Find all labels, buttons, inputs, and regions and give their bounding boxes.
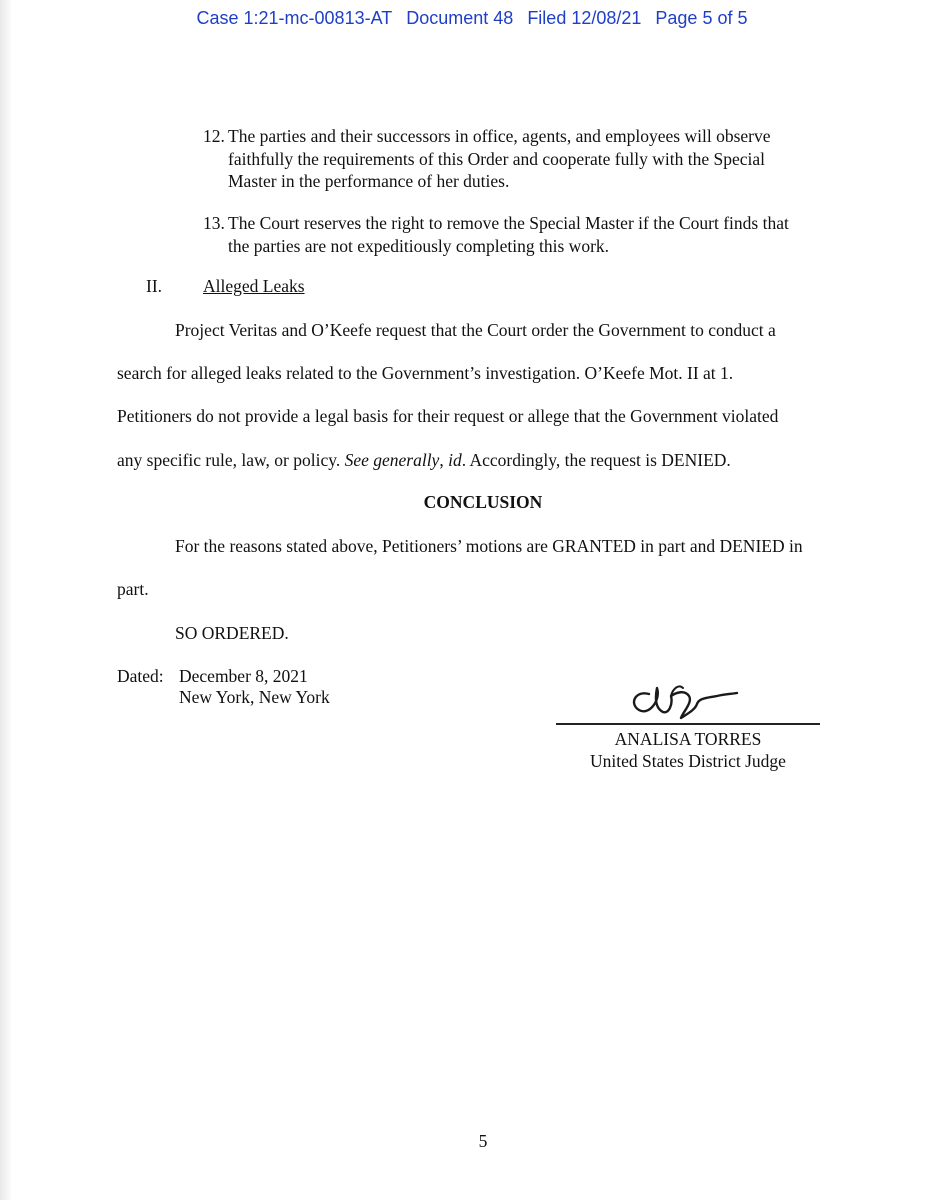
dated-date: December 8, 2021 bbox=[179, 666, 308, 686]
paragraph-line bbox=[117, 450, 731, 471]
item-number: 13. bbox=[203, 213, 225, 233]
ecf-filing-header bbox=[0, 8, 944, 29]
item-number: 12. bbox=[203, 126, 225, 146]
numbered-item-13 bbox=[203, 212, 789, 257]
paragraph-line: Project Veritas and O’Keefe request that the Court order the Government to conduct a bbox=[175, 320, 776, 340]
text-run: . Accordingly, the request is DENIED. bbox=[461, 450, 731, 470]
citation-signal: See generally bbox=[344, 450, 440, 470]
case-number: Case 1:21-mc-00813-AT bbox=[196, 8, 393, 28]
citation-id: id bbox=[448, 450, 462, 470]
judge-name: ANALISA TORRES bbox=[614, 729, 762, 749]
signature-line bbox=[556, 723, 820, 725]
section-numeral: II. bbox=[146, 276, 163, 296]
paragraph-line: Petitioners do not provide a legal basis for their request or allege that the Government violated bbox=[117, 406, 779, 426]
dated-label: Dated: bbox=[117, 666, 164, 686]
paragraph-line: search for alleged leaks related to the Government’s investigation. O’Keefe Mot. II at 1. bbox=[117, 363, 734, 383]
dated-place: New York, New York bbox=[179, 687, 330, 707]
page-number: 5 bbox=[478, 1131, 488, 1151]
item-first-line bbox=[203, 125, 771, 148]
section-title: Alleged Leaks bbox=[203, 276, 305, 296]
text-run: any specific rule, law, or policy. bbox=[117, 450, 345, 470]
item-text: Master in the performance of her duties. bbox=[228, 171, 510, 191]
handwritten-signature bbox=[621, 664, 741, 724]
so-ordered: SO ORDERED. bbox=[175, 623, 289, 643]
paragraph-line: For the reasons stated above, Petitioners’ motions are GRANTED in part and DENIED in bbox=[175, 536, 803, 556]
page-edge-shadow bbox=[0, 0, 12, 1200]
item-text: faithfully the requirements of this Order and cooperate fully with the Special bbox=[228, 148, 765, 169]
filed-date: Filed 12/08/21 bbox=[527, 8, 642, 28]
item-first-line bbox=[203, 212, 789, 235]
text-run: , bbox=[439, 450, 449, 470]
numbered-item-12 bbox=[203, 125, 771, 193]
paragraph-line: part. bbox=[117, 579, 149, 599]
item-text: the parties are not expeditiously completing this work. bbox=[228, 235, 610, 256]
page-indicator: Page 5 of 5 bbox=[655, 8, 748, 28]
document-number: Document 48 bbox=[406, 8, 514, 28]
judge-title: United States District Judge bbox=[590, 751, 786, 771]
conclusion-heading: CONCLUSION bbox=[423, 492, 543, 512]
item-text: The Court reserves the right to remove the Special Master if the Court finds that bbox=[228, 213, 789, 233]
item-text: The parties and their successors in office, agents, and employees will observe bbox=[228, 126, 771, 146]
